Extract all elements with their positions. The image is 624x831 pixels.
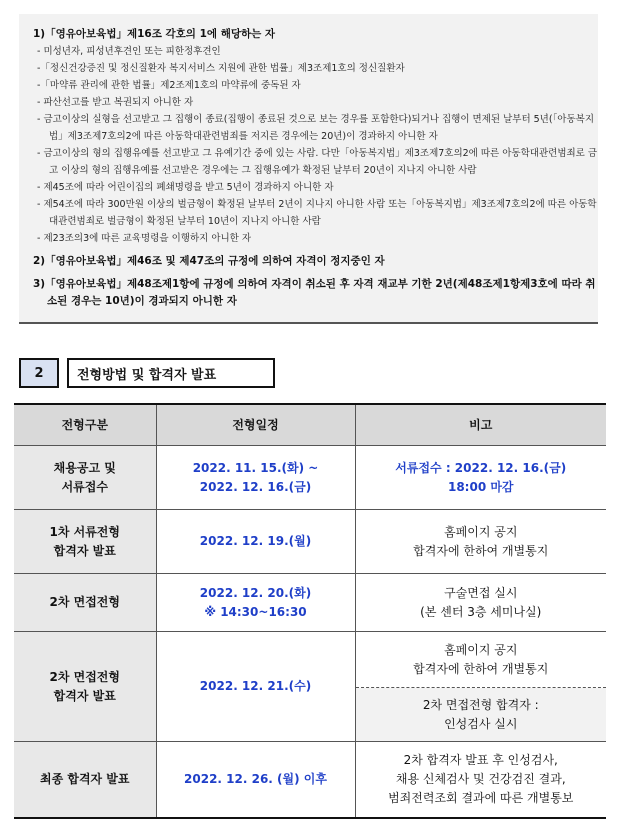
column-header: 비고 <box>355 404 606 446</box>
date-cell: 2022. 12. 26. (월) 이후 <box>156 742 355 818</box>
note-cell: 2차 합격자 발표 후 인성검사, 채용 신체검사 및 건강검진 결과, 범죄전력조회 결과에 따른 개별통보 <box>355 742 606 818</box>
schedule-table <box>14 403 606 819</box>
note-cell: 구술면접 실시 (본 센터 3층 세미나실) <box>355 574 606 632</box>
section1-title: 1)「영유아보육법」제16조 각호의 1에 해당하는 자 <box>33 28 276 40</box>
list-item: - 미성년자, 피성년후견인 또는 피한정후견인 <box>37 46 221 57</box>
date-cell: 2022. 12. 20.(화) ※ 14:30~16:30 <box>156 574 355 632</box>
table-row <box>14 742 606 818</box>
stage-cell: 2차 면접전형 <box>14 574 156 632</box>
date-cell: 2022. 12. 21.(수) <box>156 632 355 742</box>
table-row <box>14 574 606 632</box>
list-item: -「정신건강증진 및 정신질환자 복지서비스 지원에 관한 법률」제3조제1호의 정신질환자 <box>37 63 405 74</box>
list-item: -「마약류 관리에 관한 법률」제2조제1호의 마약류에 중독된 자 <box>37 80 301 91</box>
table-header-row <box>14 404 606 446</box>
section3-title: 3)「영유아보육법」제48조제1항에 규정에 의하여 자격이 취소된 후 자격 재교부 기한 2년(제48조제1항제3호에 따라 취소된 경우는 10년)이 경과되지 아니한 자 <box>33 278 596 307</box>
list-item: - 제54조에 따라 300만원 이상의 벌금형이 확정된 날부터 2년이 지나지 아니한 사람 또는「아동복지법」제3조제7호의2에 따른 아동학대관련범죄로 벌금형이 확정된 날부터 10년이 지나지 아니한 사람 <box>37 199 597 227</box>
table-row <box>14 632 606 688</box>
table-row <box>14 510 606 574</box>
section-title: 전형방법 및 합격자 발표 <box>67 358 275 388</box>
list-item: - 제45조에 따라 어린이집의 폐쇄명령을 받고 5년이 경과하지 아니한 자 <box>37 182 334 193</box>
stage-cell: 1차 서류전형 합격자 발표 <box>14 510 156 574</box>
note-cell: 서류접수 : 2022. 12. 16.(금) 18:00 마감 <box>355 446 606 510</box>
list-item: - 금고이상의 실형을 선고받고 그 집행이 종료(집행이 종료된 것으로 보는 경우를 포함한다)되거나 집행이 면제된 날부터 5년(「아동복지법」제3조제7호의2에 따른 아동학대관련범죄를 저지른 경우에는 20년)이 경과하지 아니한 자 <box>37 114 595 142</box>
note-cell: 2차 면접전형 합격자 : 인성검사 실시 <box>355 688 606 742</box>
table-row <box>14 446 606 510</box>
column-header: 전형구분 <box>14 404 156 446</box>
note-cell: 홈페이지 공지 합격자에 한하여 개별통지 <box>355 510 606 574</box>
date-cell: 2022. 12. 19.(월) <box>156 510 355 574</box>
list-item: - 제23조의3에 따른 교육명령을 이행하지 아니한 자 <box>37 233 252 244</box>
stage-cell: 2차 면접전형 합격자 발표 <box>14 632 156 742</box>
section-header <box>19 358 275 386</box>
stage-cell: 최종 합격자 발표 <box>14 742 156 818</box>
column-header: 전형일정 <box>156 404 355 446</box>
note-cell: 홈페이지 공지 합격자에 한하여 개별통지 <box>355 632 606 688</box>
section-number-badge: 2 <box>19 358 59 388</box>
section2-title: 2)「영유아보육법」제46조 및 제47조의 규정에 의하여 자격이 정지중인 자 <box>33 255 385 267</box>
list-item: - 파산선고를 받고 복권되지 아니한 자 <box>37 97 194 108</box>
eligibility-box <box>19 14 598 324</box>
date-cell: 2022. 11. 15.(화) ~ 2022. 12. 16.(금) <box>156 446 355 510</box>
stage-cell: 채용공고 및 서류접수 <box>14 446 156 510</box>
list-item: - 금고이상의 형의 집행유예를 선고받고 그 유예기간 중에 있는 사람. 다만「아동복지법」제3조제7호의2에 따른 아동학대관련범죄로 금고 이상의 형의 집행유예를 선고받은 경우에는 그 집행유예가 확정된 날부터 20년이 지나지 아니한 사람 <box>37 148 598 176</box>
